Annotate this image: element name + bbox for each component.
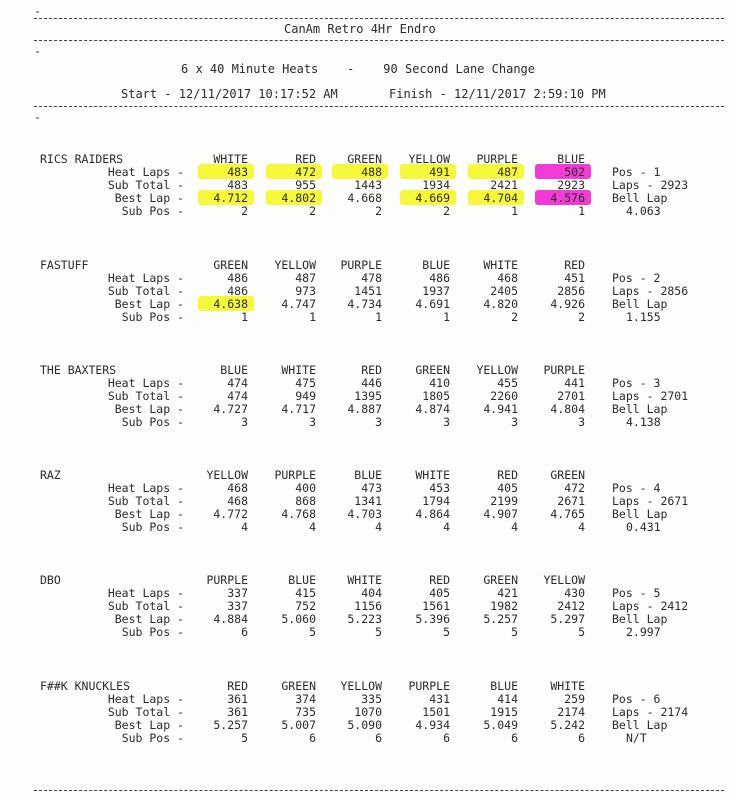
table-cell: 337 (227, 599, 248, 613)
summary-laps: Laps - 2671 (612, 494, 689, 508)
table-cell: 474 (227, 389, 248, 403)
table-cell: 2671 (557, 494, 585, 508)
table-cell: 868 (295, 494, 316, 508)
table-cell: 3 (241, 415, 248, 429)
table-cell: 5.007 (281, 718, 316, 732)
table-cell: 2 (511, 310, 518, 324)
table-cell: 6 (241, 625, 248, 639)
table-cell: 6 (443, 731, 450, 745)
table-cell: 2260 (490, 389, 518, 403)
table-cell: 2405 (490, 284, 518, 298)
table-cell: 5.396 (415, 612, 450, 626)
lane-color-header: RED (564, 258, 585, 272)
table-cell: 4.638 (213, 297, 248, 311)
lane-color-header: BLUE (354, 468, 382, 482)
row-label-heat-laps: Heat Laps - (107, 481, 184, 495)
table-cell: 6 (511, 731, 518, 745)
table-cell: 949 (295, 389, 316, 403)
table-cell: 4.765 (550, 507, 585, 521)
table-cell: 4.884 (213, 612, 248, 626)
row-label-sub-pos: Sub Pos - (121, 731, 184, 745)
table-cell: 3 (578, 415, 585, 429)
lane-color-header: YELLOW (274, 258, 316, 272)
row-label-best-lap: Best Lap - (114, 718, 184, 732)
table-cell: 5 (443, 625, 450, 639)
summary-laps: Laps - 2701 (612, 389, 689, 403)
table-cell: 491 (429, 165, 450, 179)
table-cell: 4.864 (415, 507, 450, 521)
table-cell: 2 (309, 204, 316, 218)
summary-gap: 2.997 (626, 625, 661, 639)
row-label-sub-pos: Sub Pos - (121, 415, 184, 429)
table-cell: 473 (361, 481, 382, 495)
row-label-heat-laps: Heat Laps - (107, 376, 184, 390)
table-cell: 487 (295, 271, 316, 285)
table-cell: 4.820 (483, 297, 518, 311)
lane-color-header: BLUE (557, 152, 585, 166)
row-label-sub-total: Sub Total - (107, 705, 184, 719)
table-cell: 4.734 (347, 297, 382, 311)
table-cell: 4.874 (415, 402, 450, 416)
team-name: DBO (40, 573, 61, 587)
lane-color-header: GREEN (483, 573, 518, 587)
table-cell: 475 (295, 376, 316, 390)
row-label-best-lap: Best Lap - (114, 191, 184, 205)
summary-gap: 1.155 (626, 310, 661, 324)
divider (34, 790, 724, 791)
row-label-sub-pos: Sub Pos - (121, 204, 184, 218)
summary-gap: 4.063 (626, 204, 661, 218)
lane-color-header: GREEN (550, 468, 585, 482)
table-cell: 1 (578, 204, 585, 218)
table-cell: 483 (227, 178, 248, 192)
dash-marker: - (34, 110, 41, 124)
team-name: RICS RAIDERS (40, 152, 124, 166)
summary-bell: Bell Lap (612, 297, 668, 311)
lane-color-header: PURPLE (206, 573, 248, 587)
summary-pos: Pos - 1 (612, 165, 661, 179)
lane-color-header: RED (497, 468, 518, 482)
table-cell: 486 (227, 284, 248, 298)
table-cell: 735 (295, 705, 316, 719)
lane-color-header: GREEN (415, 363, 450, 377)
table-cell: 2174 (557, 705, 585, 719)
table-cell: 4 (309, 520, 316, 534)
lane-color-header: YELLOW (206, 468, 248, 482)
lane-color-header: RED (295, 152, 316, 166)
dash-marker: - (34, 44, 41, 58)
table-cell: 4.717 (281, 402, 316, 416)
table-cell: 502 (564, 165, 585, 179)
table-cell: 361 (227, 705, 248, 719)
lane-color-header: PURPLE (476, 152, 518, 166)
table-cell: 478 (361, 271, 382, 285)
table-cell: 4.691 (415, 297, 450, 311)
lane-color-header: WHITE (281, 363, 316, 377)
row-label-sub-pos: Sub Pos - (121, 310, 184, 324)
lane-color-header: YELLOW (340, 679, 382, 693)
table-cell: 1934 (422, 178, 450, 192)
summary-laps: Laps - 2923 (612, 178, 689, 192)
table-cell: 5.257 (483, 612, 518, 626)
table-cell: 4.804 (550, 402, 585, 416)
table-cell: 474 (227, 376, 248, 390)
divider (34, 18, 724, 19)
table-cell: 955 (295, 178, 316, 192)
start-time: Start - 12/11/2017 10:17:52 AM (121, 87, 338, 101)
table-cell: 1937 (422, 284, 450, 298)
lane-color-header: WHITE (483, 258, 518, 272)
row-label-best-lap: Best Lap - (114, 297, 184, 311)
summary-pos: Pos - 5 (612, 586, 661, 600)
lane-color-header: RED (361, 363, 382, 377)
summary-bell: Bell Lap (612, 402, 668, 416)
row-label-best-lap: Best Lap - (114, 612, 184, 626)
summary-gap: N/T (626, 731, 647, 745)
lane-color-header: WHITE (213, 152, 248, 166)
table-cell: 4.668 (347, 191, 382, 205)
table-cell: 6 (375, 731, 382, 745)
lane-color-header: BLUE (422, 258, 450, 272)
lane-color-header: WHITE (347, 573, 382, 587)
table-cell: 2856 (557, 284, 585, 298)
table-cell: 4.887 (347, 402, 382, 416)
table-cell: 446 (361, 376, 382, 390)
table-cell: 4.704 (483, 191, 518, 205)
table-cell: 4 (241, 520, 248, 534)
summary-gap: 4.138 (626, 415, 661, 429)
table-cell: 1805 (422, 389, 450, 403)
table-cell: 1501 (422, 705, 450, 719)
page-title: CanAm Retro 4Hr Endro (284, 22, 436, 36)
table-cell: 3 (443, 415, 450, 429)
table-cell: 5.090 (347, 718, 382, 732)
table-cell: 4.941 (483, 402, 518, 416)
team-name: RAZ (40, 468, 61, 482)
lane-color-header: WHITE (550, 679, 585, 693)
lane-color-header: YELLOW (476, 363, 518, 377)
lane-color-header: PURPLE (340, 258, 382, 272)
row-label-sub-total: Sub Total - (107, 494, 184, 508)
table-cell: 973 (295, 284, 316, 298)
table-cell: 6 (309, 731, 316, 745)
summary-bell: Bell Lap (612, 718, 668, 732)
table-cell: 4.926 (550, 297, 585, 311)
table-cell: 4.747 (281, 297, 316, 311)
row-label-heat-laps: Heat Laps - (107, 692, 184, 706)
table-cell: 1395 (354, 389, 382, 403)
table-cell: 1 (309, 310, 316, 324)
table-cell: 414 (497, 692, 518, 706)
table-cell: 4.802 (281, 191, 316, 205)
lane-color-header: WHITE (415, 468, 450, 482)
table-cell: 1794 (422, 494, 450, 508)
table-cell: 2412 (557, 599, 585, 613)
table-cell: 337 (227, 586, 248, 600)
table-cell: 405 (497, 481, 518, 495)
table-cell: 2923 (557, 178, 585, 192)
table-cell: 468 (227, 481, 248, 495)
table-cell: 5 (241, 731, 248, 745)
table-cell: 405 (429, 586, 450, 600)
table-cell: 1451 (354, 284, 382, 298)
table-cell: 487 (497, 165, 518, 179)
table-cell: 404 (361, 586, 382, 600)
divider (34, 106, 724, 107)
table-cell: 4 (578, 520, 585, 534)
summary-bell: Bell Lap (612, 191, 668, 205)
summary-laps: Laps - 2856 (612, 284, 689, 298)
table-cell: 1915 (490, 705, 518, 719)
table-cell: 374 (295, 692, 316, 706)
table-cell: 451 (564, 271, 585, 285)
table-cell: 2 (241, 204, 248, 218)
row-label-best-lap: Best Lap - (114, 507, 184, 521)
table-cell: 335 (361, 692, 382, 706)
table-cell: 5 (309, 625, 316, 639)
table-cell: 4.712 (213, 191, 248, 205)
table-cell: 2199 (490, 494, 518, 508)
table-cell: 2 (578, 310, 585, 324)
table-cell: 4.703 (347, 507, 382, 521)
table-cell: 431 (429, 692, 450, 706)
table-cell: 361 (227, 692, 248, 706)
row-label-sub-total: Sub Total - (107, 178, 184, 192)
table-cell: 4.669 (415, 191, 450, 205)
table-cell: 486 (227, 271, 248, 285)
lane-color-header: BLUE (490, 679, 518, 693)
table-cell: 4 (511, 520, 518, 534)
table-cell: 1341 (354, 494, 382, 508)
table-cell: 5.242 (550, 718, 585, 732)
table-cell: 421 (497, 586, 518, 600)
table-cell: 453 (429, 481, 450, 495)
lane-color-header: GREEN (347, 152, 382, 166)
table-cell: 5 (511, 625, 518, 639)
row-label-sub-pos: Sub Pos - (121, 520, 184, 534)
table-cell: 472 (564, 481, 585, 495)
table-cell: 5.297 (550, 612, 585, 626)
table-cell: 5 (375, 625, 382, 639)
table-cell: 1443 (354, 178, 382, 192)
table-cell: 488 (361, 165, 382, 179)
row-label-heat-laps: Heat Laps - (107, 586, 184, 600)
row-label-sub-total: Sub Total - (107, 599, 184, 613)
row-label-sub-total: Sub Total - (107, 284, 184, 298)
table-cell: 4.934 (415, 718, 450, 732)
team-name: FASTUFF (40, 258, 89, 272)
table-cell: 2 (443, 204, 450, 218)
table-cell: 4.768 (281, 507, 316, 521)
summary-pos: Pos - 4 (612, 481, 661, 495)
table-cell: 441 (564, 376, 585, 390)
team-name: THE BAXTERS (40, 363, 117, 377)
lane-color-header: PURPLE (274, 468, 316, 482)
table-cell: 486 (429, 271, 450, 285)
summary-pos: Pos - 6 (612, 692, 661, 706)
lane-color-header: RED (227, 679, 248, 693)
lane-color-header: GREEN (213, 258, 248, 272)
table-cell: 410 (429, 376, 450, 390)
lane-color-header: PURPLE (543, 363, 585, 377)
finish-time: Finish - 12/11/2017 2:59:10 PM (389, 87, 606, 101)
table-cell: 455 (497, 376, 518, 390)
table-cell: 2421 (490, 178, 518, 192)
table-cell: 1070 (354, 705, 382, 719)
lane-color-header: YELLOW (408, 152, 450, 166)
table-cell: 1156 (354, 599, 382, 613)
table-cell: 1 (375, 310, 382, 324)
table-cell: 259 (564, 692, 585, 706)
table-cell: 1982 (490, 599, 518, 613)
summary-pos: Pos - 3 (612, 376, 661, 390)
lane-color-header: PURPLE (408, 679, 450, 693)
table-cell: 5.060 (281, 612, 316, 626)
row-label-sub-total: Sub Total - (107, 389, 184, 403)
table-cell: 483 (227, 165, 248, 179)
table-cell: 4 (443, 520, 450, 534)
divider (34, 40, 724, 41)
table-cell: 3 (511, 415, 518, 429)
summary-bell: Bell Lap (612, 507, 668, 521)
table-cell: 2 (375, 204, 382, 218)
table-cell: 5 (578, 625, 585, 639)
table-cell: 4.907 (483, 507, 518, 521)
table-cell: 1561 (422, 599, 450, 613)
summary-laps: Laps - 2412 (612, 599, 689, 613)
race-format: 6 x 40 Minute Heats - 90 Second Lane Change (181, 62, 536, 76)
row-label-best-lap: Best Lap - (114, 402, 184, 416)
table-cell: 6 (578, 731, 585, 745)
table-cell: 1 (443, 310, 450, 324)
table-cell: 4.727 (213, 402, 248, 416)
lane-color-header: BLUE (220, 363, 248, 377)
summary-gap: 0.431 (626, 520, 661, 534)
lane-color-header: YELLOW (543, 573, 585, 587)
table-cell: 3 (375, 415, 382, 429)
table-cell: 4.576 (550, 191, 585, 205)
summary-pos: Pos - 2 (612, 271, 661, 285)
team-name: F##K KNUCKLES (40, 679, 131, 693)
table-cell: 415 (295, 586, 316, 600)
table-cell: 1 (241, 310, 248, 324)
table-cell: 5.257 (213, 718, 248, 732)
lane-color-header: BLUE (288, 573, 316, 587)
summary-bell: Bell Lap (612, 612, 668, 626)
row-label-heat-laps: Heat Laps - (107, 271, 184, 285)
row-label-heat-laps: Heat Laps - (107, 165, 184, 179)
table-cell: 4.772 (213, 507, 248, 521)
table-cell: 5.049 (483, 718, 518, 732)
row-label-sub-pos: Sub Pos - (121, 625, 184, 639)
table-cell: 5.223 (347, 612, 382, 626)
dash-marker: - (34, 4, 41, 18)
table-cell: 468 (227, 494, 248, 508)
table-cell: 472 (295, 165, 316, 179)
table-cell: 430 (564, 586, 585, 600)
summary-laps: Laps - 2174 (612, 705, 689, 719)
lane-color-header: RED (429, 573, 450, 587)
table-cell: 2701 (557, 389, 585, 403)
table-cell: 752 (295, 599, 316, 613)
lane-color-header: GREEN (281, 679, 316, 693)
table-cell: 4 (375, 520, 382, 534)
table-cell: 1 (511, 204, 518, 218)
table-cell: 400 (295, 481, 316, 495)
table-cell: 468 (497, 271, 518, 285)
table-cell: 3 (309, 415, 316, 429)
